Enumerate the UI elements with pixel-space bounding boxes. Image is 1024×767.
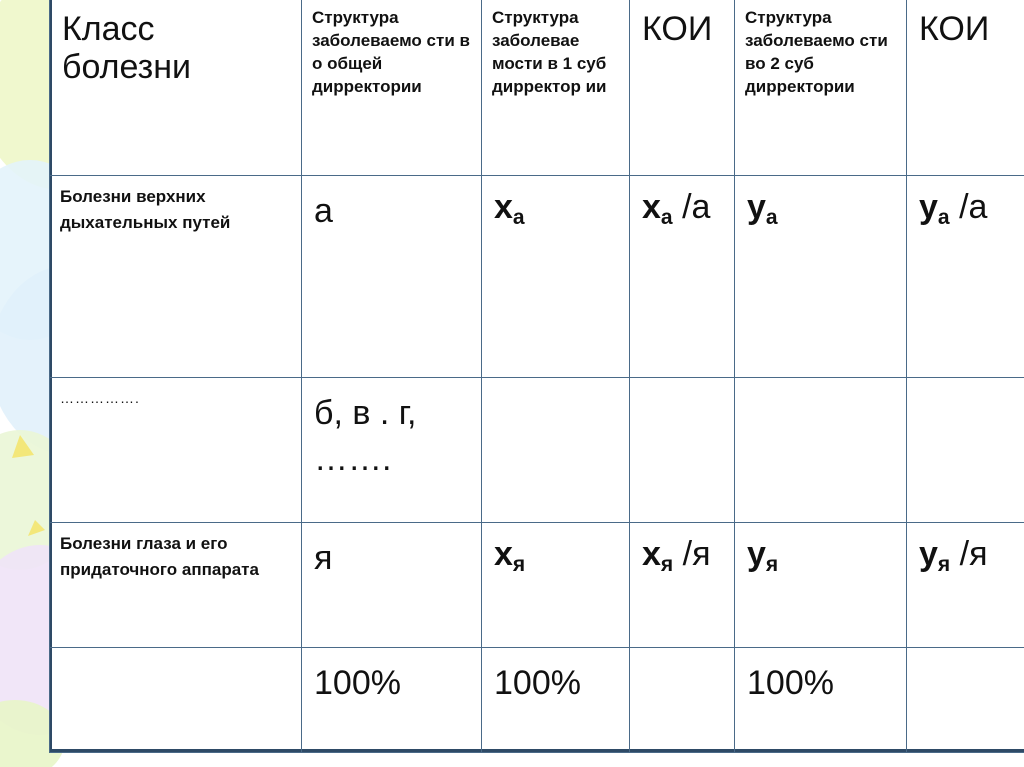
cell-sub1-value: $х_а$ xyxy=(482,175,630,377)
cell-sub2-value: $у_а$ xyxy=(735,175,907,377)
cell-total-general: 100% xyxy=(302,647,482,752)
row-label-ellipsis: ……………. xyxy=(50,377,302,522)
cell-general-value: я xyxy=(302,522,482,647)
cell-koi2-value: $у_а$ /а xyxy=(907,175,1024,377)
header-structure-general: Структура заболеваемо сти в о общей дирректории xyxy=(302,0,482,175)
cell-koi1-value: $х_я$ /я xyxy=(630,522,735,647)
row-label-respiratory: Болезни верхних дыхательных путей xyxy=(50,175,302,377)
cell-total-koi1 xyxy=(630,647,735,752)
cell-total-koi2 xyxy=(907,647,1024,752)
cell-koi2-value: $у_я$ /я xyxy=(907,522,1024,647)
cell-total-sub1: 100% xyxy=(482,647,630,752)
cell-koi2-value xyxy=(907,377,1024,522)
table-header-row xyxy=(50,0,1024,175)
table-row xyxy=(50,377,1024,522)
data-table xyxy=(49,0,1024,752)
row-label-total xyxy=(50,647,302,752)
cell-sub2-value xyxy=(735,377,907,522)
cell-koi1-value: $х_а$ /а xyxy=(630,175,735,377)
cell-sub1-value: $х_я$ xyxy=(482,522,630,647)
cell-sub1-value xyxy=(482,377,630,522)
header-disease-class: Класс болезни xyxy=(50,0,302,175)
table-row xyxy=(50,522,1024,647)
cell-total-sub2: 100% xyxy=(735,647,907,752)
cell-sub2-value: $у_я$ xyxy=(735,522,907,647)
header-structure-sub1: Структура заболевае мости в 1 суб дирректор ии xyxy=(482,0,630,175)
header-structure-sub2: Структура заболеваемо сти во 2 суб дирректории xyxy=(735,0,907,175)
cell-general-value: б, в . г, ……. xyxy=(302,377,482,522)
row-label-eye: Болезни глаза и его придаточного аппарата xyxy=(50,522,302,647)
header-koi-2: КОИ xyxy=(907,0,1024,175)
header-koi-1: КОИ xyxy=(630,0,735,175)
table-totals-row xyxy=(50,647,1024,752)
cell-koi1-value xyxy=(630,377,735,522)
cell-general-value: а xyxy=(302,175,482,377)
table-row xyxy=(50,175,1024,377)
